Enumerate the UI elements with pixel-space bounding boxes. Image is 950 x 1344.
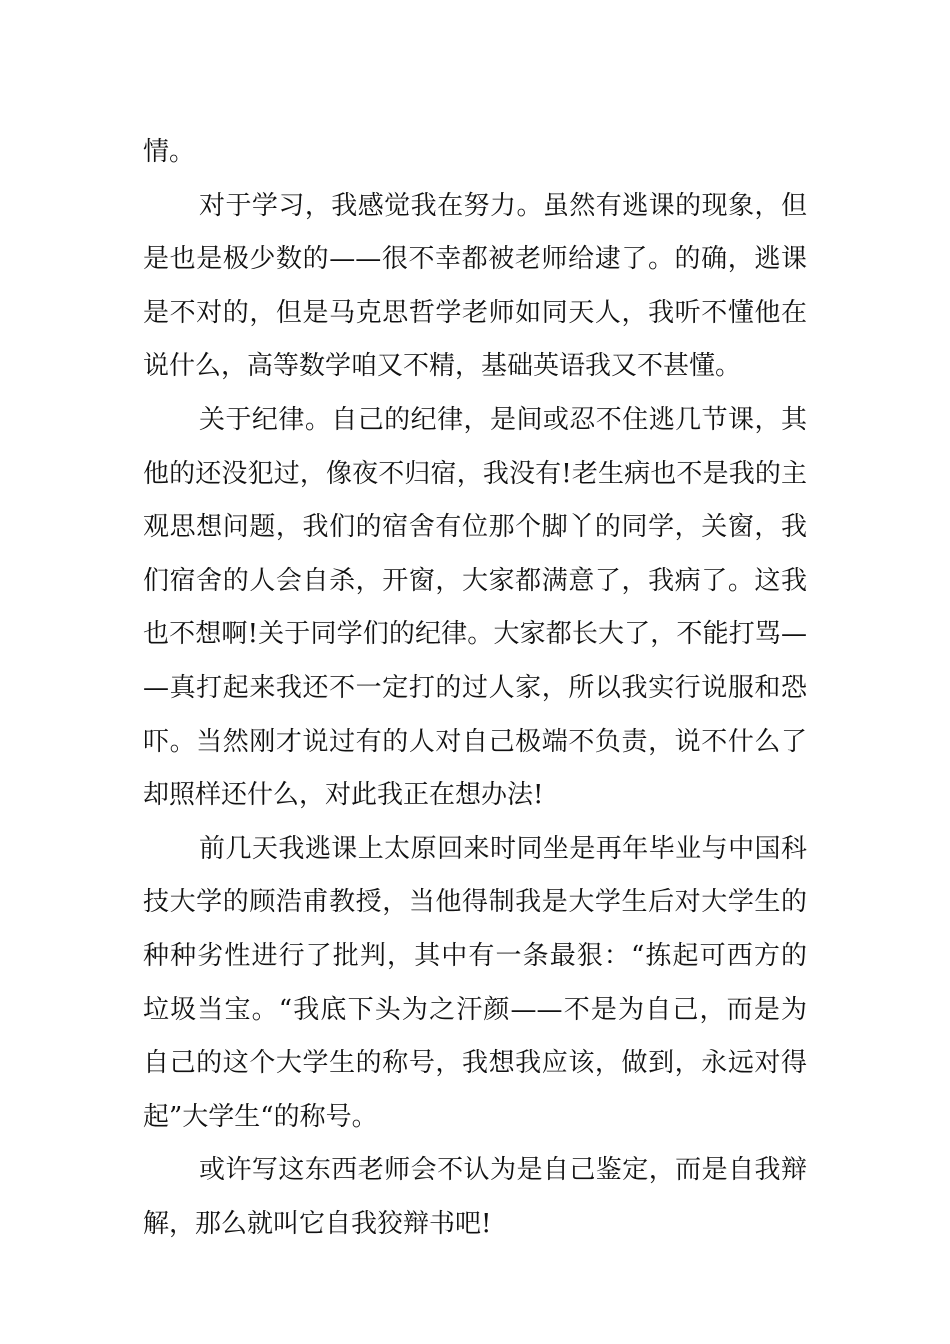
text-line: 解，那么就叫它自我狡辩书吧!	[143, 1208, 492, 1239]
text-line: 是不对的，但是马克思哲学老师如同天人，我听不懂他在	[143, 297, 807, 328]
text-line: 们宿舍的人会自杀，开窗，大家都满意了，我病了。这我	[143, 565, 807, 596]
text-line: 起”大学生“的称号。	[143, 1101, 378, 1132]
text-line: 观思想问题，我们的宿舍有位那个脚丫的同学，关窗，我	[143, 512, 807, 543]
text-line: 自己的这个大学生的称号，我想我应该，做到，永远对得	[143, 1048, 807, 1079]
text-line: —真打起来我还不一定打的过人家，所以我实行说服和恐	[143, 672, 807, 703]
document-body	[143, 126, 807, 1251]
paragraph-first-line: 对于学习，我感觉我在努力。虽然有逃课的现象，但	[199, 190, 807, 221]
text-line: 技大学的顾浩甫教授，当他得制我是大学生后对大学生的	[143, 887, 807, 918]
text-line: 吓。当然刚才说过有的人对自己极端不负责，说不什么了	[143, 726, 807, 757]
text-line: 也不想啊!关于同学们的纪律。大家都长大了，不能打骂—	[143, 619, 807, 650]
text-line: 说什么，高等数学咱又不精，基础英语我又不甚懂。	[143, 351, 742, 382]
paragraph-first-line: 前几天我逃课上太原回来时同坐是再年毕业与中国科	[199, 833, 807, 864]
text-line: 是也是极少数的——很不幸都被老师给逮了。的确，逃课	[143, 244, 807, 275]
text-line: 他的还没犯过，像夜不归宿，我没有!老生病也不是我的主	[143, 458, 807, 489]
text-line: 却照样还什么，对此我正在想办法!	[143, 780, 544, 811]
text-line: 情。	[143, 137, 196, 167]
text-line: 种种劣性进行了批判，其中有一条最狠：“拣起可西方的	[143, 940, 807, 971]
paragraph-first-line: 关于纪律。自己的纪律，是间或忍不住逃几节课，其	[199, 404, 807, 435]
text-line: 垃圾当宝。“我底下头为之汗颜——不是为自己，而是为	[143, 994, 807, 1025]
paragraph-first-line: 或许写这东西老师会不认为是自己鉴定，而是自我辩	[199, 1155, 807, 1186]
